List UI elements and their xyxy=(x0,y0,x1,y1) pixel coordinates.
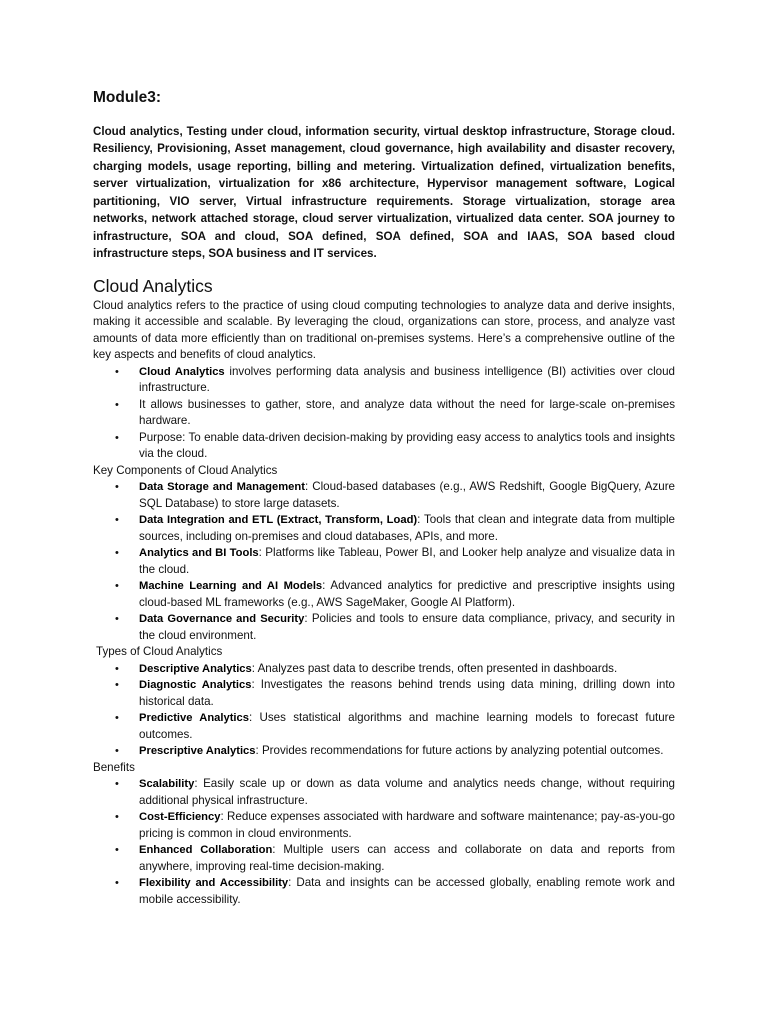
item-text: : Provides recommendations for future actions by analyzing potential outcomes. xyxy=(255,744,664,758)
list-item xyxy=(93,479,675,512)
item-text: : Multiple users can access and collaborate on data and reports from anywhere, improving real-time decision-making. xyxy=(139,843,675,873)
document-page xyxy=(93,88,675,908)
bullet-icon: • xyxy=(115,745,119,758)
list-item xyxy=(93,677,675,710)
overview-list xyxy=(93,364,675,463)
bullet-icon: • xyxy=(115,844,119,857)
item-term: Cloud Analytics xyxy=(139,365,225,378)
bullet-icon: • xyxy=(115,811,119,824)
list-item xyxy=(93,875,675,908)
list-item xyxy=(93,809,675,842)
item-text: It allows businesses to gather, store, and analyze data without the need for large-scale on-premises hardware. xyxy=(139,397,675,428)
bullet-icon: • xyxy=(115,398,119,411)
item-text: : Reduce expenses associated with hardware and software maintenance; pay-as-you-go pricing is common in cloud environments. xyxy=(139,810,675,840)
components-list xyxy=(93,479,675,644)
list-item xyxy=(93,545,675,578)
item-term: Enhanced Collaboration xyxy=(139,844,273,857)
item-text: involves performing data analysis and business intelligence (BI) activities over cloud infrastructure. xyxy=(139,364,675,395)
item-text: : Advanced analytics for predictive and prescriptive insights using cloud-based ML frameworks (e.g., AWS SageMaker, Google AI Platform). xyxy=(139,579,675,609)
item-text: : Tools that clean and integrate data from multiple sources, including on-premises and cloud databases, APIs, and more. xyxy=(139,513,675,543)
module-title: Module3: xyxy=(93,89,162,106)
item-text: : Policies and tools to ensure data compliance, privacy, and security in the cloud environment. xyxy=(139,612,675,642)
item-term: Data Governance and Security xyxy=(139,613,305,626)
module-syllabus: Cloud analytics, Testing under cloud, information security, virtual desktop infrastructure, Storage cloud. Resiliency, Provisioning, Asset management, cloud governance, high availability and disaster recovery, charging models, usage reporting, billing and metering. Virtualization defined, virtualization benefits, server virtualization, virtualization for x86 architecture, Hypervisor management software, Logical partitioning, VIO server, Virtual infrastructure requirements. Storage virtualization, storage area networks, network attached storage, cloud server virtualization, virtualized data center. SOA journey to infrastructure, SOA and cloud, SOA defined, SOA defined, SOA and IAAS, SOA based cloud infrastructure steps, SOA business and IT services. xyxy=(93,125,675,261)
item-text: : Investigates the reasons behind trends using data mining, drilling down into historical data. xyxy=(139,678,676,708)
item-term: Descriptive Analytics xyxy=(139,662,252,675)
bullet-icon: • xyxy=(115,365,119,378)
section-title: Cloud Analytics xyxy=(93,275,213,296)
types-heading: Types of Cloud Analytics xyxy=(96,645,223,659)
item-term: Diagnostic Analytics xyxy=(139,679,252,692)
item-term: Data Integration and ETL (Extract, Transform, Load) xyxy=(139,514,418,527)
bullet-icon: • xyxy=(115,613,119,626)
bullet-icon: • xyxy=(115,547,119,560)
list-item xyxy=(93,578,675,611)
types-list xyxy=(93,661,675,760)
item-term: Prescriptive Analytics xyxy=(139,745,256,758)
list-item xyxy=(93,512,675,545)
bullet-icon: • xyxy=(115,778,119,791)
item-text: : Uses statistical algorithms and machine learning models to forecast future outcomes. xyxy=(139,711,675,741)
list-item xyxy=(93,842,675,875)
bullet-icon: • xyxy=(115,712,119,725)
item-term: Scalability xyxy=(139,778,195,791)
list-item xyxy=(93,776,675,809)
bullet-icon: • xyxy=(115,662,119,675)
item-text: : Cloud-based databases (e.g., AWS Redshift, Google BigQuery, Azure SQL Database) to store large datasets. xyxy=(139,480,676,510)
benefits-list xyxy=(93,776,675,908)
bullet-icon: • xyxy=(115,877,119,890)
bullet-icon: • xyxy=(115,580,119,593)
item-term: Analytics and BI Tools xyxy=(139,547,259,560)
bullet-icon: • xyxy=(115,481,119,494)
item-text: Purpose: To enable data-driven decision-making by providing easy access to analytics tools and insights via the cloud. xyxy=(139,430,675,461)
bullet-icon: • xyxy=(115,514,119,527)
list-item xyxy=(93,611,675,644)
item-term: Data Storage and Management xyxy=(139,481,305,494)
list-item xyxy=(93,661,675,678)
bullet-icon: • xyxy=(115,679,119,692)
list-item xyxy=(93,397,675,430)
benefits-heading: Benefits xyxy=(93,760,135,774)
item-term: Cost-Efficiency xyxy=(139,811,221,824)
item-term: Predictive Analytics xyxy=(139,712,249,725)
item-text: : Easily scale up or down as data volume and analytics needs change, without requiring additional physical infrastructure. xyxy=(139,777,675,807)
list-item xyxy=(93,430,675,463)
item-term: Flexibility and Accessibility xyxy=(139,877,289,890)
item-text: : Data and insights can be accessed globally, enabling remote work and mobile accessibility. xyxy=(139,876,675,906)
item-text: : Platforms like Tableau, Power BI, and Looker help analyze and visualize data in the cloud. xyxy=(139,546,675,576)
bullet-icon: • xyxy=(115,431,119,444)
components-heading: Key Components of Cloud Analytics xyxy=(93,463,278,477)
list-item xyxy=(93,710,675,743)
list-item xyxy=(93,743,675,760)
list-item xyxy=(93,364,675,397)
item-term: Machine Learning and AI Models xyxy=(139,580,323,593)
item-text: : Analyzes past data to describe trends, often presented in dashboards. xyxy=(251,661,618,675)
section-intro: Cloud analytics refers to the practice of using cloud computing technologies to analyze data and derive insights, making it accessible and scalable. By leveraging the cloud, organizations can store, process, and analyze vast amounts of data more efficiently than on traditional on-premises systems. Here’s a comprehensive outline of the key aspects and benefits of cloud analytics. xyxy=(93,298,675,362)
